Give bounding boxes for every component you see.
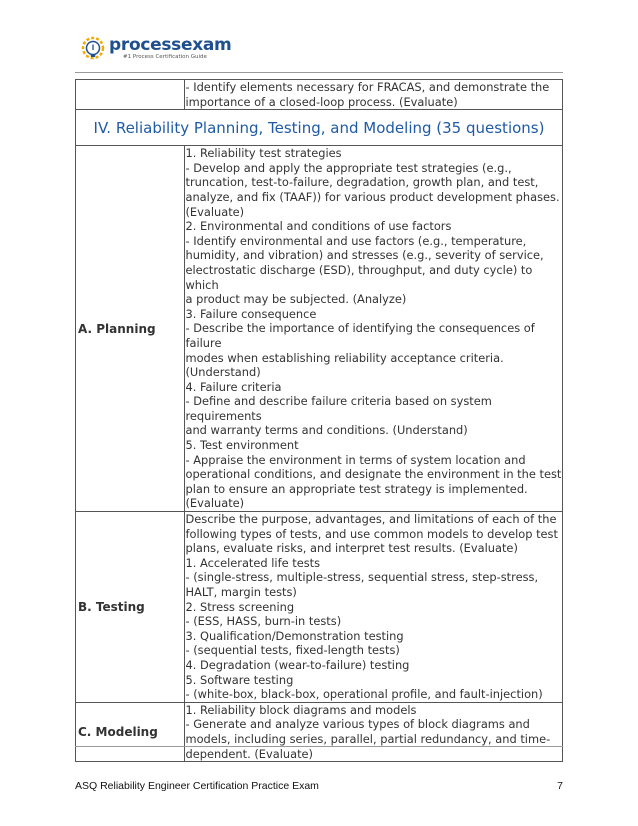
page-number: 7	[557, 780, 563, 792]
cell-line: 3. Failure consequence	[185, 306, 317, 321]
cell-line: 1. Accelerated life tests	[185, 555, 321, 570]
cell-line: plan to ensure an appropriate test strategy is implemented.	[185, 481, 528, 496]
cell-line: importance of a closed-loop process. (Evaluate)	[185, 94, 458, 109]
row-content-cell	[185, 80, 563, 110]
gear-bulb-logo-icon	[79, 35, 107, 63]
table-row	[76, 512, 563, 703]
section-title: IV. Reliability Planning, Testing, and Modeling (35 questions)	[93, 119, 545, 138]
section-header-row	[76, 110, 563, 146]
row-label-modeling: C. Modeling	[76, 702, 185, 761]
cell-line: (Evaluate)	[185, 204, 245, 219]
cell-line: 5. Software testing	[185, 672, 294, 687]
cell-line: - Describe the importance of identifying the consequences of failure	[185, 321, 535, 350]
cell-line: 2. Stress screening	[185, 599, 295, 614]
table-row	[76, 80, 563, 110]
cell-line: plans, evaluate risks, and interpret test results. (Evaluate)	[185, 541, 518, 556]
cell-line: electrostatic discharge (ESD), throughput, and duty cycle) to which	[185, 262, 533, 292]
cell-line: analyze, and fix (TAAF)) for various product development phases.	[185, 189, 560, 204]
row-content-planning	[185, 146, 563, 512]
cell-line: - (sequential tests, fixed-length tests)	[185, 643, 400, 658]
cell-line: models, including series, parallel, partial redundancy, and time-	[185, 731, 551, 746]
cell-line: - (white-box, black-box, operational profile, and fault-injection)	[185, 687, 543, 702]
cell-line: a product may be subjected. (Analyze)	[185, 292, 407, 307]
section-header-cell	[76, 110, 563, 146]
cell-line: - Develop and apply the appropriate test strategies (e.g.,	[185, 160, 512, 175]
cell-line: and warranty terms and conditions. (Understand)	[185, 423, 468, 438]
cell-line: following types of tests, and use common models to develop test	[185, 526, 558, 541]
processexam-logo	[79, 35, 232, 63]
cell-line: (Understand)	[185, 365, 261, 380]
row-content-modeling	[185, 702, 563, 761]
cell-line: - (ESS, HASS, burn-in tests)	[185, 614, 342, 629]
cell-line: 3. Qualification/Demonstration testing	[185, 628, 404, 643]
logo-brand: processexam	[109, 35, 232, 55]
cell-line: (Evaluate)	[185, 496, 245, 511]
cell-line: 5. Test environment	[185, 438, 299, 453]
row-label-cell	[76, 80, 185, 110]
row-label-testing: B. Testing	[76, 512, 185, 703]
page-footer	[75, 780, 563, 792]
cell-line: - Define and describe failure criteria based on system requirements	[185, 394, 492, 423]
cell-line: dependent. (Evaluate)	[185, 746, 313, 761]
cell-line: - Appraise the environment in terms of system location and	[185, 452, 526, 467]
cell-line: - Identify environmental and use factors (e.g., temperature,	[185, 233, 527, 248]
header-divider	[75, 72, 563, 73]
cell-line: 2. Environmental and conditions of use factors	[185, 219, 452, 234]
cell-line: - (single-stress, multiple-stress, sequential stress, step-stress,	[185, 570, 539, 585]
table-row	[76, 702, 563, 761]
table-row	[76, 146, 563, 512]
cell-line: HALT, margin tests)	[185, 585, 297, 599]
cell-line: 4. Failure criteria	[185, 379, 282, 394]
cell-line: 4. Degradation (wear-to-failure) testing	[185, 657, 410, 672]
cell-line: - Identify elements necessary for FRACAS, and demonstrate the	[185, 80, 550, 94]
logo-tagline: #1 Process Certification Guide	[123, 54, 207, 60]
footer-divider	[75, 746, 563, 747]
cell-line: - Generate and analyze various types of block diagrams and	[185, 717, 530, 732]
syllabus-table	[75, 79, 563, 762]
cell-line: operational conditions, and designate the environment in the test	[185, 467, 562, 482]
cell-line: humidity, and vibration) and stresses (e.g., severity of service,	[185, 248, 544, 263]
row-content-testing	[185, 512, 563, 703]
cell-line: 1. Reliability test strategies	[185, 146, 342, 161]
footer-title: ASQ Reliability Engineer Certification Practice Exam	[75, 780, 319, 792]
row-label-planning: A. Planning	[76, 146, 185, 512]
cell-line: 1. Reliability block diagrams and models	[185, 702, 417, 717]
cell-line: truncation, test-to-failure, degradation, growth plan, and test,	[185, 175, 539, 190]
cell-line: Describe the purpose, advantages, and limitations of each of the	[185, 512, 557, 527]
cell-line: modes when establishing reliability acceptance criteria.	[185, 350, 504, 365]
